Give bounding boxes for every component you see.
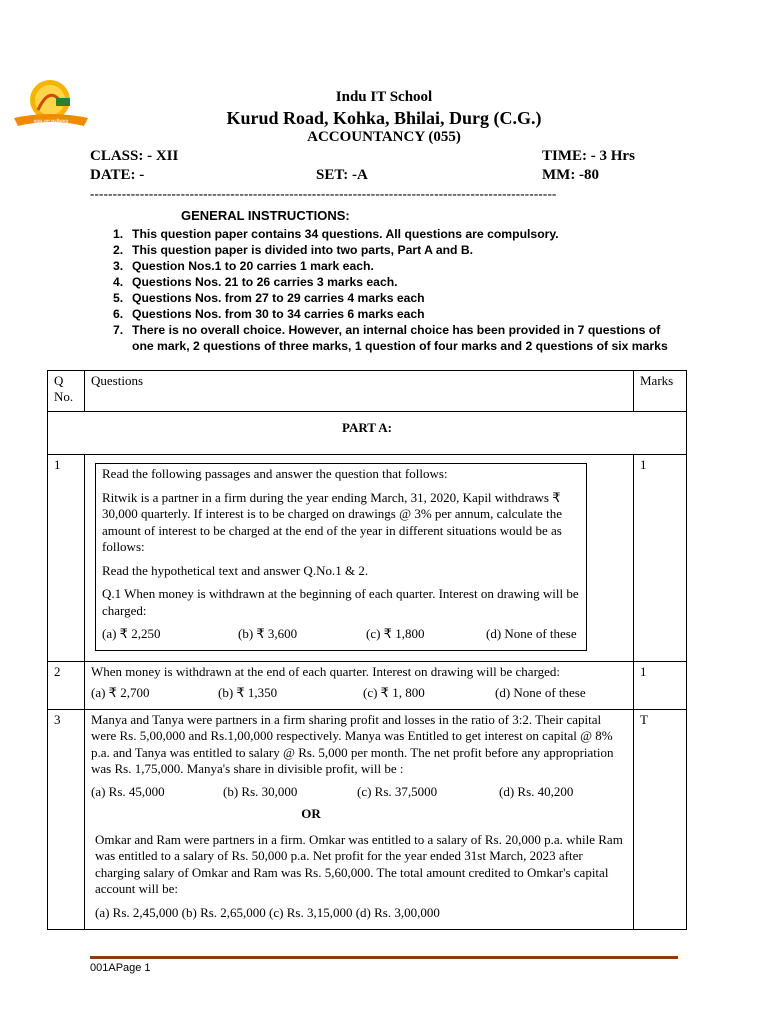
instruction-item: 3. Question Nos.1 to 20 carries 1 mark each. (113, 259, 374, 273)
q1-marks: 1 (634, 455, 687, 662)
table-row (48, 455, 687, 662)
q1-question: Q.1 When money is withdrawn at the beginning of each quarter. Interest on drawing will be charged: (102, 586, 579, 618)
q3-alt-question: Omkar and Ram were partners in a firm. Omkar was entitled to a salary of Rs. 20,000 p.a. while Ram was entitled to a salary of Rs. 50,000 p.a. Net profit for the year ended 31st March, 2023 after charging salary of Omkar and Ram was Rs. 5,60,000. The total amount credited to Omkar's capital account will be: (95, 831, 623, 896)
class-label: CLASS: - XII (90, 148, 179, 164)
header-questions: Questions (85, 371, 634, 412)
q3-or-divider: OR (301, 805, 321, 821)
instructions-title: GENERAL INSTRUCTIONS: (181, 208, 350, 223)
page-number: 001APage 1 (90, 962, 151, 974)
instructions-list (113, 226, 673, 354)
instruction-item: 6. Questions Nos. from 30 to 34 carries 6 marks each (113, 307, 425, 321)
q2-content (85, 662, 634, 710)
header-marks: Marks (634, 371, 687, 412)
q2-number: 2 (48, 662, 85, 710)
q1-passage-box (95, 463, 587, 651)
instruction-item: 4. Questions Nos. 21 to 26 carries 3 marks each. (113, 275, 398, 289)
instruction-item: 1. This question paper contains 34 questions. All questions are compulsory. (113, 227, 559, 241)
header-qno: Q No. (48, 371, 85, 412)
q3-content (85, 709, 634, 930)
q2-option-d: (d) None of these (495, 684, 586, 700)
table-header-row (48, 371, 687, 412)
q3-number: 3 (48, 709, 85, 930)
instruction-item: 2. This question paper is divided into two parts, Part A and B. (113, 243, 474, 257)
q1-hypothetical-note: Read the hypothetical text and answer Q.No.1 & 2. (102, 562, 369, 578)
q3-option-a: (a) Rs. 45,000 (91, 783, 165, 799)
logo-caption: बदल रहा छत्तीसगढ़ (33, 120, 69, 125)
q3-alt-options: (a) Rs. 2,45,000 (b) Rs. 2,65,000 (c) Rs. 3,15,000 (d) Rs. 3,00,000 (95, 904, 440, 920)
q1-option-b: (b) ₹ 3,600 (238, 626, 298, 641)
school-address: Kurud Road, Kohka, Bhilai, Durg (C.G.) (226, 108, 542, 128)
separator-line: ------------------------------------------------------------------------------------------------------- (90, 186, 557, 201)
q3-options (91, 784, 627, 800)
q1-option-c: (c) ₹ 1,800 (366, 626, 425, 641)
subject-title: ACCOUNTANCY (055) (307, 129, 461, 145)
questions-table (47, 370, 687, 930)
time-label: TIME: - 3 Hrs (542, 148, 635, 164)
q2-marks: 1 (634, 662, 687, 710)
date-label: DATE: - (90, 167, 145, 183)
table-row (48, 709, 687, 930)
q2-question: When money is withdrawn at the end of each quarter. Interest on drawing will be charged: (91, 664, 561, 679)
q1-options (102, 626, 580, 642)
q3-option-c: (c) Rs. 37,5000 (357, 783, 438, 799)
q2-option-b: (b) ₹ 1,350 (218, 684, 278, 700)
instruction-item: 5. Questions Nos. from 27 to 29 carries 4 marks each (113, 291, 425, 305)
q3-option-b: (b) Rs. 30,000 (223, 783, 298, 799)
q1-content (85, 455, 634, 662)
q2-options (91, 685, 627, 701)
school-name: Indu IT School (335, 89, 433, 105)
q2-option-c: (c) ₹ 1, 800 (363, 684, 425, 700)
q1-option-d: (d) None of these (486, 626, 577, 641)
max-marks-label: MM: -80 (542, 167, 600, 183)
q3-option-d: (d) Rs. 40,200 (499, 783, 574, 799)
q2-option-a: (a) ₹ 2,700 (91, 684, 150, 700)
part-a-row (48, 412, 687, 455)
q1-passage: Ritwik is a partner in a firm during the year ending March, 31, 2020, Kapil withdraws ₹ 30,000 quarterly. If interest is to be charged on drawings @ 3% per annum, calculate the amount of interest to be charged at the end of the year in different situations would be as follows: (102, 489, 562, 554)
q1-intro: Read the following passages and answer the question that follows: (102, 466, 448, 481)
q1-number: 1 (48, 455, 85, 662)
q1-option-a: (a) ₹ 2,250 (102, 626, 161, 641)
q3-marks: T (634, 709, 687, 930)
part-a-heading: PART A: (48, 412, 687, 455)
q3-question: Manya and Tanya were partners in a firm sharing profit and losses in the ratio of 3:2. Their capital were Rs. 5,00,000 and Rs.1,00,000 respectively. Manya was Entitled to get interest on capital @ 8% p.a. and Tanya was entitled to salary @ Rs. 5,000 per month. The net profit before any appropriation was Rs. 1,75,000. Manya's share in divisible profit, will be : (91, 711, 614, 776)
set-label: SET: -A (316, 167, 368, 183)
footer-rule (90, 956, 678, 959)
instruction-item: 7. There is no overall choice. However, an internal choice has been provided in 7 questions of one mark, 2 questions of three marks, 1 question of four marks and 2 questions of six marks (113, 323, 668, 353)
table-row (48, 662, 687, 710)
